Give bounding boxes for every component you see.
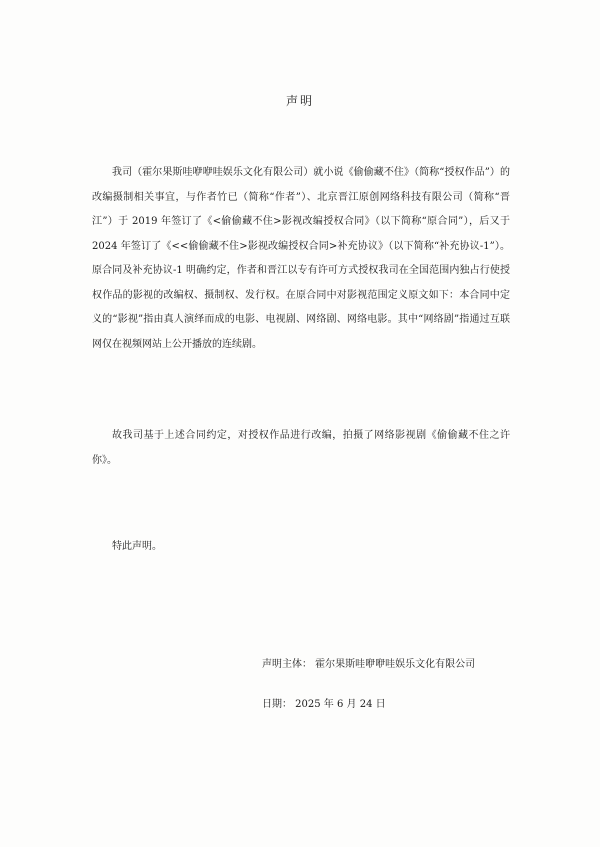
paragraph-contract-background: 我司（霍尔果斯哇咿咿哇娱乐文化有限公司）就小说《偷偷藏不住》（简称“授权作品”）的改编摄制相关事宜，与作者竹已（简称“作者”）、北京晋江原创网络科技有限公司（简称“晋江”）于 2019 年签订了《<偷偷藏不住>影视改编授权合同》（以下简称“原合同”），后又于 2024 年签订了《<<偷偷藏不住>影视改编授权合同>补充协议》（以下简称“补充协议-1”）。原合同及补充协议-1 明确约定，作者和晋江以专有许可方式授权我司在全国范围内独占行使授权作品的影视的改编权、摄制权、发行权。在原合同中对影视范围定义原文如下：本合同中定义的“影视”指由真人演绎而成的电影、电视剧、网络剧、网络电影。其中“网络剧”指通过互联网仅在视频网站上公开播放的连续剧。 [92, 167, 510, 350]
signatory-line: 声明主体： 霍尔果斯哇咿咿哇娱乐文化有限公司 [262, 659, 476, 670]
document-title: 声明 [285, 94, 314, 108]
paragraph-closing: 特此声明。 [112, 541, 162, 552]
date-line: 日期： 2025 年 6 月 24 日 [262, 699, 386, 710]
paragraph-adaptation-statement: 故我司基于上述合同约定，对授权作品进行改编，拍摄了网络影视剧《偷偷藏不住之许你》。 [92, 430, 510, 466]
